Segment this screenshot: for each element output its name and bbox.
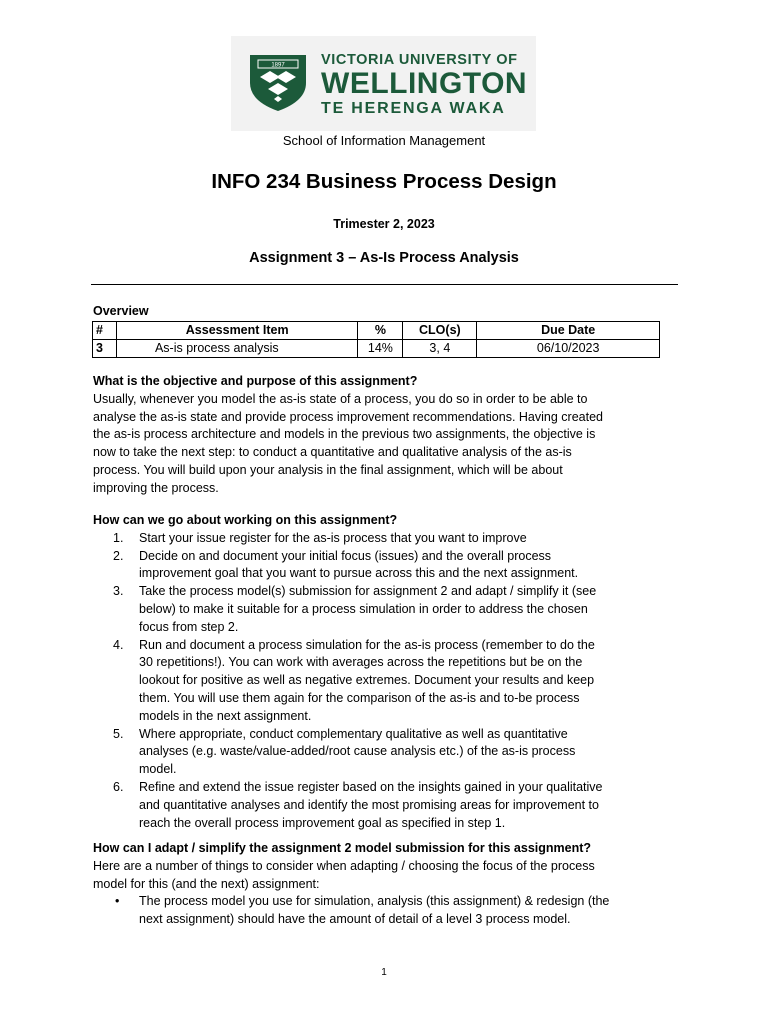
step-line: them. You will use them again for the comparison of the as-is and to-be process bbox=[139, 690, 580, 705]
list-item bbox=[93, 583, 678, 636]
step-line: reach the overall process improvement goal as specified in step 1. bbox=[139, 815, 506, 830]
step-line: improvement goal that you want to pursue across this and the next assignment. bbox=[139, 566, 579, 581]
step-line: lookout for positive as well as negative extremes. Document your results and keep bbox=[139, 673, 595, 688]
working-section bbox=[93, 512, 678, 832]
step-line: analyses (e.g. waste/value-added/root cause analysis etc.) of the as-is process bbox=[139, 744, 576, 759]
list-item bbox=[93, 548, 678, 584]
step-line: Decide on and document your initial focus (issues) and the overall process bbox=[139, 548, 552, 563]
school-name: School of Information Management bbox=[282, 133, 486, 148]
bullet-line: next assignment) should have the amount of detail of a level 3 process model. bbox=[139, 912, 571, 927]
bullet-icon: • bbox=[115, 894, 120, 909]
list-item bbox=[93, 726, 678, 779]
trimester: Trimester 2, 2023 bbox=[333, 217, 435, 231]
column-header: % bbox=[358, 322, 403, 340]
list-item bbox=[93, 530, 678, 548]
course-title: INFO 234 Business Process Design bbox=[211, 170, 557, 193]
step-line: Run and document a process simulation for the as-is process (remember to do the bbox=[139, 637, 595, 652]
column-header: Assessment Item bbox=[116, 322, 358, 340]
adapt-section bbox=[93, 840, 678, 929]
objective-section bbox=[93, 373, 678, 498]
university-logo bbox=[231, 36, 536, 131]
objective-question: What is the objective and purpose of this assignment? bbox=[93, 374, 418, 388]
overview-table bbox=[92, 321, 660, 358]
step-line: and quantitative analyses and identify the most promising areas for improvement to bbox=[139, 797, 599, 812]
column-header: Due Date bbox=[477, 322, 660, 340]
paragraph-line: now to take the next step: to conduct a quantitative and qualitative analysis of the as-is bbox=[93, 445, 572, 460]
column-header: # bbox=[93, 322, 117, 340]
working-question: How can we go about working on this assignment? bbox=[93, 513, 398, 527]
adapt-intro-line: Here are a number of things to consider when adapting / choosing the focus of the process bbox=[93, 858, 595, 873]
page-number: 1 bbox=[381, 967, 387, 978]
divider bbox=[91, 284, 678, 285]
step-number: 6. bbox=[113, 779, 124, 794]
list-item bbox=[93, 893, 678, 929]
bullet-line: The process model you use for simulation, analysis (this assignment) & redesign (the bbox=[139, 894, 610, 909]
step-number: 4. bbox=[113, 637, 124, 652]
step-line: Take the process model(s) submission for assignment 2 and adapt / simplify it (see bbox=[139, 584, 597, 599]
paragraph-line: process. You will build upon your analysis in the final assignment, which will be about bbox=[93, 462, 563, 477]
university-crest-icon bbox=[248, 53, 308, 113]
logo-line-3: TE HERENGA WAKA bbox=[321, 100, 506, 117]
objective-paragraph bbox=[93, 391, 678, 498]
table-header-row bbox=[93, 322, 660, 340]
adapt-intro-line: model for this (and the next) assignment: bbox=[93, 876, 320, 891]
step-line: models in the next assignment. bbox=[139, 708, 312, 723]
paragraph-line: improving the process. bbox=[93, 480, 219, 495]
cell-item: As-is process analysis bbox=[116, 340, 358, 358]
step-line: 30 repetitions!). You can work with averages across the repetitions but be on the bbox=[139, 655, 583, 670]
step-line: Refine and extend the issue register based on the insights gained in your qualitative bbox=[139, 779, 603, 794]
list-item bbox=[93, 637, 678, 726]
list-item bbox=[93, 779, 678, 832]
cell-clos: 3, 4 bbox=[403, 340, 477, 358]
logo-line-2: WELLINGTON bbox=[321, 67, 528, 100]
paragraph-line: analyse the as-is state and provide process improvement recommendations. Having created bbox=[93, 409, 603, 424]
step-number: 1. bbox=[113, 530, 124, 545]
adapt-question: How can I adapt / simplify the assignment 2 model submission for this assignment? bbox=[93, 841, 592, 855]
overview-heading: Overview bbox=[93, 304, 149, 318]
step-line: below) to make it suitable for a process simulation in order to address the chosen bbox=[139, 601, 588, 616]
bullet-list bbox=[93, 893, 678, 929]
step-number: 3. bbox=[113, 584, 124, 599]
step-number: 5. bbox=[113, 726, 124, 741]
logo-line-1: VICTORIA UNIVERSITY OF bbox=[321, 52, 518, 68]
paragraph-line: Usually, whenever you model the as-is state of a process, you do so in order to be able to bbox=[93, 391, 588, 406]
paragraph-line: the as-is process architecture and models in the previous two assignments, the objective is bbox=[93, 427, 596, 442]
step-line: Start your issue register for the as-is process that you want to improve bbox=[139, 530, 527, 545]
step-line: focus from step 2. bbox=[139, 619, 239, 634]
cell-percent: 14% bbox=[358, 340, 403, 358]
step-line: Where appropriate, conduct complementary qualitative as well as quantitative bbox=[139, 726, 568, 741]
step-line: model. bbox=[139, 762, 177, 777]
column-header: CLO(s) bbox=[403, 322, 477, 340]
cell-number: 3 bbox=[93, 340, 117, 358]
crest-year: 1897 bbox=[271, 62, 285, 69]
table-row bbox=[93, 340, 660, 358]
assignment-title: Assignment 3 – As-Is Process Analysis bbox=[249, 250, 519, 266]
cell-due-date: 06/10/2023 bbox=[477, 340, 660, 358]
steps-list bbox=[93, 530, 678, 833]
step-number: 2. bbox=[113, 548, 124, 563]
